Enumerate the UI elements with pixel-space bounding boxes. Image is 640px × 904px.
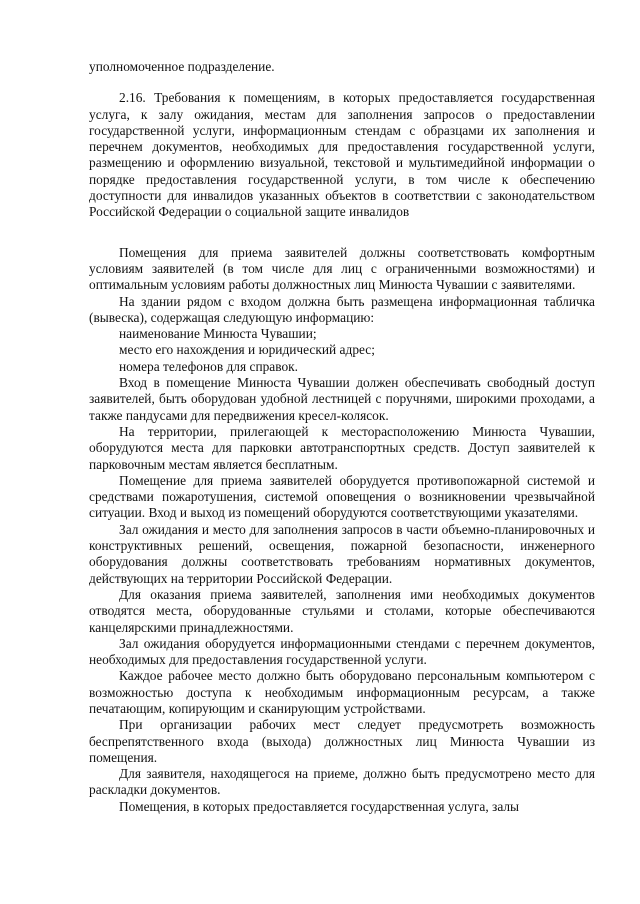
paragraph-entrance-access: Вход в помещение Минюста Чувашии должен обеспечивать свободный доступ заявителей, быть оборудован удобной лестницей с поручнями, широкими проходами, а также пандусами для передвижения кресел-колясок. <box>89 375 595 423</box>
paragraph-reception-seating: Для оказания приема заявителей, заполнения ими необходимых документов отводятся места, оборудованные стульями и столами, которые обеспечиваются канцелярскими принадлежностями. <box>89 586 595 635</box>
paragraph-premises-comfort: Помещения для приема заявителей должны соответствовать комфортным условиям заявителей (в том числе для лиц с ограниченными возможностями) и оптимальным условиям работы должностных лиц Минюста Чувашии с заявителями. <box>89 244 595 293</box>
paragraph-sign-item-address: место его нахождения и юридический адрес; <box>119 342 375 358</box>
paragraph-parking: На территории, прилегающей к месторасположению Минюста Чувашии, оборудуются места для парковки автотранспортных средств. Доступ заявителей к парковочным местам является бесплатным. <box>89 423 595 472</box>
paragraph-information-stands: Зал ожидания оборудуется информационными стендами с перечнем документов, необходимых для предоставления государственной услуги. <box>89 635 595 668</box>
paragraph-information-sign: На здании рядом с входом должна быть размещена информационная табличка (вывеска), содержащая следующую информацию: <box>89 293 595 325</box>
paragraph-waiting-hall-requirements: Зал ожидания и место для заполнения запросов в части объемно-планировочных и конструктивных решений, освещения, пожарной безопасности, инженерного оборудования должны соответствовать требованиям нормативных документов, действующих на территории Российской Федерации. <box>89 521 595 586</box>
paragraph-document-space: Для заявителя, находящегося на приеме, должно быть предусмотрено место для раскладки документов. <box>89 766 595 798</box>
paragraph-sign-item-name: наименование Минюста Чувашии; <box>119 326 317 342</box>
paragraph-workplace-equipment: Каждое рабочее место должно быть оборудовано персональным компьютером с возможностью доступа к необходимым информационным ресурсам, а также печатающим, копирующим и сканирующим устройствами. <box>89 668 595 716</box>
paragraph-fire-safety: Помещение для приема заявителей оборудуется противопожарной системой и средствами пожаротушения, системой оповещения о возникновении чрезвычайной ситуации. Вход и выход из помещений оборудуются соответствующими указателями. <box>89 472 595 521</box>
paragraph-premises-halls: Помещения, в которых предоставляется государственная услуга, залы <box>119 798 520 814</box>
document-page <box>89 59 595 815</box>
paragraph-section-2-16: 2.16. Требования к помещениям, в которых предоставляется государственная услуга, к залу ожидания, местам для заполнения запросов о предоставлении государственной услуги, информационным стендам с образцами их заполнения и перечнем документов, необходимых для предоставления государственной услуги, размещению и оформлению визуальной, текстовой и мультимедийной информации о порядке предоставления государственной услуги, в том числе к обеспечению доступности для инвалидов указанных объектов в соответствии с законодательством Российской Федерации о социальной защите инвалидов <box>89 90 595 220</box>
paragraph-workplace-exit: При организации рабочих мест следует предусмотреть возможность беспрепятственного входа (выхода) должностных лиц Минюста Чувашии из помещения. <box>89 717 595 765</box>
paragraph-continuation: уполномоченное подразделение. <box>89 59 275 74</box>
paragraph-sign-item-phones: номера телефонов для справок. <box>119 358 299 374</box>
